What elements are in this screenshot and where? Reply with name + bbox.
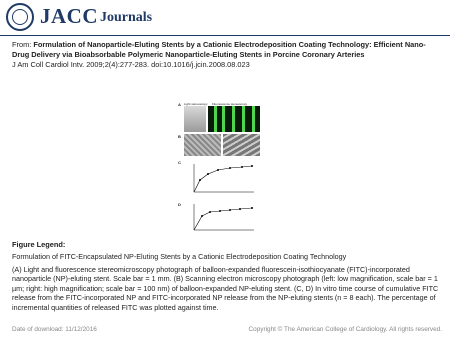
article-title[interactable]: Formulation of Nanoparticle-Eluting Stents by a Cationic Electrodeposition Coating Technology: Efficient Nano-Drug Delivery via Bioabsorbable Polymeric Nanoparticle-Eluting Stents in Porcine Coronary Arteries: [12, 40, 426, 59]
copyright-notice: Copyright © The American College of Cardiology. All rights reserved.: [248, 326, 442, 333]
panel-a-caption-light: Light stereoscopy: [184, 102, 208, 106]
panel-a: [178, 102, 260, 132]
panel-a-caption-fluo: Fluorescence stereoscopy: [212, 102, 248, 106]
header-divider: [0, 35, 450, 36]
brand-name: JACC: [40, 4, 98, 28]
panel-label-a: A: [178, 102, 181, 107]
brand-subtitle: Journals: [100, 10, 153, 25]
figure-legend-heading: Figure Legend:: [12, 240, 66, 249]
panel-c: [178, 160, 260, 198]
from-label: From:: [12, 40, 32, 49]
download-date: Date of download: 11/12/2016: [12, 326, 97, 333]
panel-b: [178, 134, 260, 156]
article-citation: J Am Coll Cardiol Intv. 2009;2(4):277-283. doi:10.1016/j.jcin.2008.08.023: [12, 60, 250, 69]
journal-header: [0, 0, 450, 34]
jacc-seal-logo: [6, 3, 34, 31]
panel-label-d: D: [178, 202, 181, 207]
panel-c-plot: [184, 160, 260, 198]
light-stereo-photo: [184, 106, 206, 132]
figure-image: [176, 100, 264, 235]
panel-d: [178, 202, 260, 234]
source-article: [12, 40, 442, 60]
figure-legend-title: Formulation of FITC-Encapsulated NP-Eluting Stents by a Cationic Electrodeposition Coating Technology: [12, 252, 347, 261]
figure-legend-body: (A) Light and fluorescence stereomicroscopy photograph of balloon-expanded fluorescein-isothiocyanate (FITC)-incorporated nanoparticle (NP)-eluting stent. Scale bar = 1 mm. (B) Scanning electron microscopy photograph (left: low magnification, scale bar = 1 µm; right: high magnification; scale bar = 100 nm) of balloon-expanded NP-eluting stent. (C, D) In vitro time course of cumulative FITC release from the FITC-incorporated NP and FITC-incorporated NP release from the NP-eluting stents (n = 8 each). The percentage of incremental quantities of released FITC was plotted against time.: [12, 265, 439, 312]
panel-d-plot: [184, 202, 260, 234]
sem-low-mag-photo: [184, 134, 221, 156]
page-footer: [12, 326, 442, 333]
panel-label-c: C: [178, 160, 181, 165]
fluorescence-photo: [208, 106, 260, 132]
panel-label-b: B: [178, 134, 181, 139]
sem-high-mag-photo: [223, 134, 260, 156]
